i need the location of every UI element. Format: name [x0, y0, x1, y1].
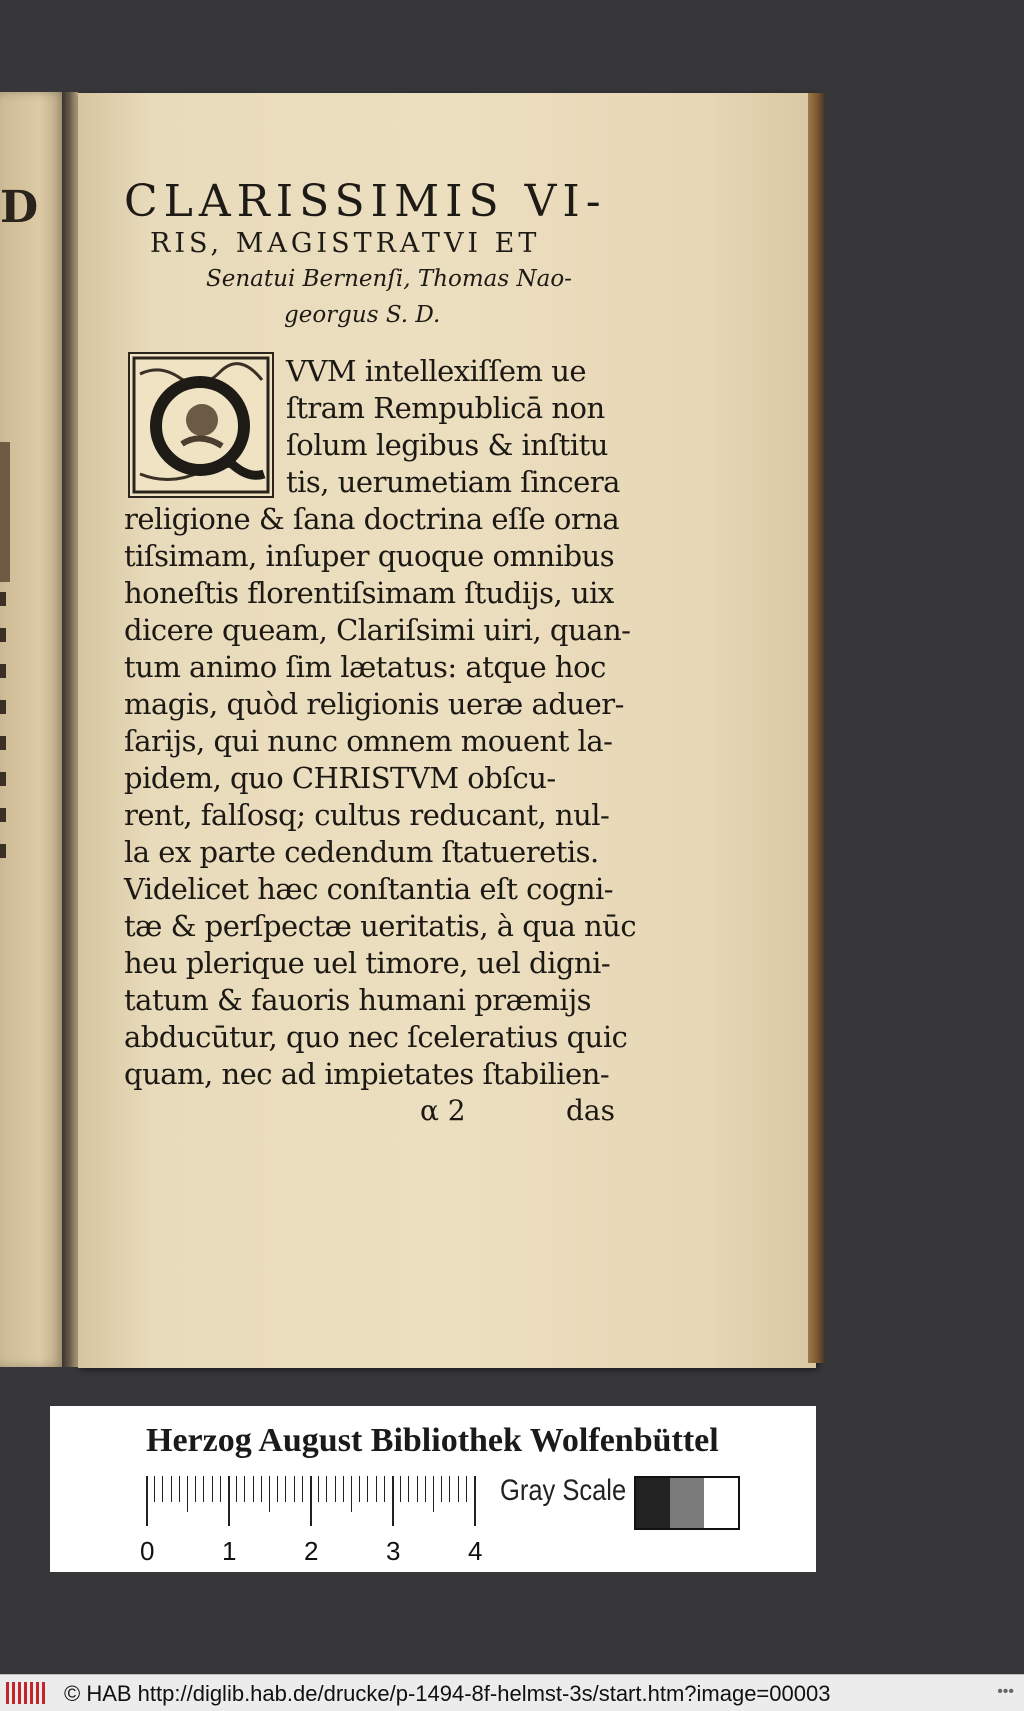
footer-menu-icon[interactable]: •••: [997, 1683, 1014, 1700]
ruler-tick: [277, 1476, 278, 1502]
ruler-tick: [367, 1476, 368, 1502]
ruler-tick: [253, 1476, 254, 1502]
ruler-tick: [228, 1476, 230, 1526]
hab-logo-icon: [6, 1682, 46, 1704]
heading-line-4: georgus S. D.: [284, 302, 441, 328]
body-line-9: tum animo ſim lætatus: atque hoc: [124, 650, 606, 684]
ruler-number-4: 4: [468, 1536, 483, 1566]
ruler-tick: [433, 1476, 434, 1512]
gray-scale-swatches: [634, 1476, 740, 1530]
ruler-tick: [384, 1476, 385, 1502]
body-line-4: tis, uerumetiam ſincera: [286, 465, 620, 499]
body-line-5: religione & ſana doctrina eſſe orna: [124, 502, 620, 536]
color-reference-card: [50, 1406, 816, 1572]
ruler-number-2: 2: [304, 1536, 319, 1566]
body-line-13: rent, falſosq; cultus reducant, nul-: [124, 798, 610, 832]
ruler-tick: [351, 1476, 352, 1512]
facing-page-edge: [0, 442, 10, 582]
heading-line-3: Senatui Bernenſi, Thomas Nao-: [206, 266, 572, 292]
body-line-20: quam, nec ad impietates ſtabilien-: [124, 1057, 610, 1091]
card-title: Herzog August Bibliothek Wolfenbüttel: [146, 1422, 719, 1459]
body-line-3: ſolum legibus & inſtitu: [286, 428, 608, 462]
body-line-17: heu plerique uel timore, uel digni-: [124, 946, 611, 980]
body-line-18: tatum & fauoris humani præmijs: [124, 983, 592, 1017]
catchword: das: [566, 1094, 615, 1127]
ruler-tick: [474, 1476, 476, 1526]
ruler-tick: [171, 1476, 172, 1502]
ruler-tick: [359, 1476, 360, 1502]
signature-mark: α 2: [420, 1094, 466, 1127]
ruler-tick: [195, 1476, 196, 1502]
decorated-initial: [128, 352, 274, 498]
ruler-tick: [408, 1476, 409, 1502]
ruler-tick: [261, 1476, 262, 1502]
body-line-14: la ex parte cedendum ſtatueretis.: [124, 835, 599, 869]
ruler-tick: [318, 1476, 319, 1502]
facing-page-glyph: D: [0, 182, 39, 233]
ruler-tick: [236, 1476, 237, 1502]
ruler-tick: [466, 1476, 467, 1502]
ruler-tick: [179, 1476, 180, 1502]
ruler-tick: [326, 1476, 327, 1502]
scale-ruler: [140, 1476, 483, 1566]
ruler-tick: [376, 1476, 377, 1502]
ruler-tick: [162, 1476, 163, 1502]
book-gutter: [62, 92, 78, 1367]
ruler-number-3: 3: [386, 1536, 401, 1566]
page-edge: [808, 93, 824, 1363]
ruler-tick: [449, 1476, 450, 1502]
ruler-tick: [146, 1476, 148, 1526]
facing-page-left: [0, 92, 66, 1367]
swatch-light: [704, 1478, 738, 1528]
facing-page-marks: [0, 592, 10, 880]
heading-line-1: CLARISSIMIS VI-: [124, 176, 607, 227]
body-line-8: dicere queam, Clariſsimi uiri, quan-: [124, 613, 631, 647]
body-line-6: tiſsimam, inſuper quoque omnibus: [124, 539, 615, 573]
ruler-tick: [302, 1476, 303, 1502]
ruler-tick: [294, 1476, 295, 1502]
heading-line-2: RIS, MAGISTRATVI ET: [150, 228, 541, 259]
ruler-tick: [269, 1476, 270, 1512]
ruler-tick: [343, 1476, 344, 1502]
ruler-tick: [203, 1476, 204, 1502]
viewer-footer: [0, 1674, 1024, 1711]
ruler-tick: [400, 1476, 401, 1502]
ruler-tick: [285, 1476, 286, 1502]
ruler-tick: [425, 1476, 426, 1502]
ruler-number-1: 1: [222, 1536, 237, 1566]
body-line-16: tæ & perſpectæ ueritatis, à qua nūc: [124, 909, 637, 943]
body-line-1: VVM intellexiſſem ue: [286, 354, 587, 388]
ruler-tick: [458, 1476, 459, 1502]
swatch-dark: [636, 1478, 670, 1528]
ruler-tick: [212, 1476, 213, 1502]
swatch-mid: [670, 1478, 704, 1528]
ruler-tick: [335, 1476, 336, 1502]
body-line-11: ſarijs, qui nunc omnem mouent la-: [124, 724, 613, 758]
ruler-tick: [310, 1476, 312, 1526]
ruler-tick: [154, 1476, 155, 1502]
body-line-7: honeſtis florentiſsimam ſtudijs, uix: [124, 576, 614, 610]
ruler-tick: [220, 1476, 221, 1502]
ruler-tick: [244, 1476, 245, 1502]
ruler-tick: [417, 1476, 418, 1502]
ruler-tick: [392, 1476, 394, 1526]
body-line-2: ſtram Rempublicā non: [286, 391, 605, 425]
ruler-number-0: 0: [140, 1536, 155, 1566]
initial-ornament-icon: [130, 354, 272, 496]
body-line-15: Videlicet hæc conſtantia eſt cogni-: [124, 872, 614, 906]
body-line-10: magis, quòd religionis ueræ aduer-: [124, 687, 624, 721]
gray-scale-label: Gray Scale: [500, 1474, 627, 1507]
footer-caption[interactable]: © HAB http://diglib.hab.de/drucke/p-1494-8f-helmst-3s/start.htm?image=00003: [64, 1681, 831, 1706]
ruler-tick: [441, 1476, 442, 1502]
body-line-19: abducūtur, quo nec ſceleratius quic: [124, 1020, 628, 1054]
ruler-tick: [187, 1476, 188, 1512]
body-line-12: pidem, quo CHRISTVM obſcu-: [124, 761, 556, 795]
